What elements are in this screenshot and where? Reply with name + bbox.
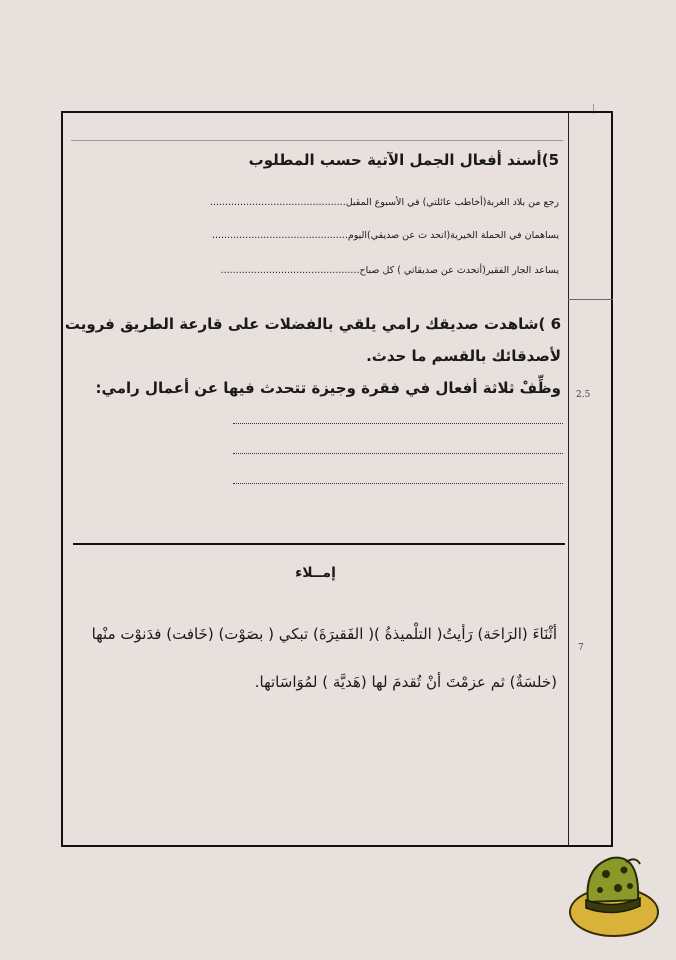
q5-line-3: يساعد الجار الفقير(أتحدث عن صديقاتي ) كل صباح.............................................. [220,265,559,276]
worksheet-frame [61,111,613,847]
imlaa-score: 7 [578,643,584,653]
margin-divider [568,299,613,300]
answer-line-1[interactable] [233,423,563,424]
q6-line-3: وظِّفْ ثلاثة أفعال في فقرة وجيزة تتحدث فيها عن أعمال رامي: [95,379,561,397]
dictation-line-2: (خلسَةٌ) ثم عزمْتَ أنْ تُقدمَ لها (هَديَّة ) لمُوَاسَاتها. [254,673,557,691]
q6-line-1: 6 )شاهدت صديقك رامي يلقي بالفضلات على قارعة الطريق فرويت [64,315,561,333]
q5-title: 5)أسند أفعال الجمل الآتية حسب المطلوب [248,151,559,169]
section-divider [73,543,565,545]
hat-cartoon-icon [566,852,661,944]
q6-line-2: لأصدقائك بالقسم ما حدث. [366,347,561,365]
margin-rule [568,113,569,845]
answer-line-2[interactable] [233,453,563,454]
dictation-line-1: أثْنَاءَ (الرَاحَة) رَأيتُ( التلْميذةُ )( الفَقيرَةَ) تبكي ( بصَوْت) (خَافت) فدَنوْت منْها [91,625,557,643]
q6-score: 2.5 [576,390,591,400]
q5-line-2: يساهمان في الحملة الخيرية(اتحد ث عن صديقي)اليوم............................................. [211,230,559,241]
top-rule [71,140,563,141]
q5-line-1: رجع من بلاد الغربة(أخاطب عائلتي) في الأسبوع المقبل............................................. [209,197,559,208]
imlaa-title: إمــلاء [295,565,336,581]
answer-line-3[interactable] [233,483,563,484]
